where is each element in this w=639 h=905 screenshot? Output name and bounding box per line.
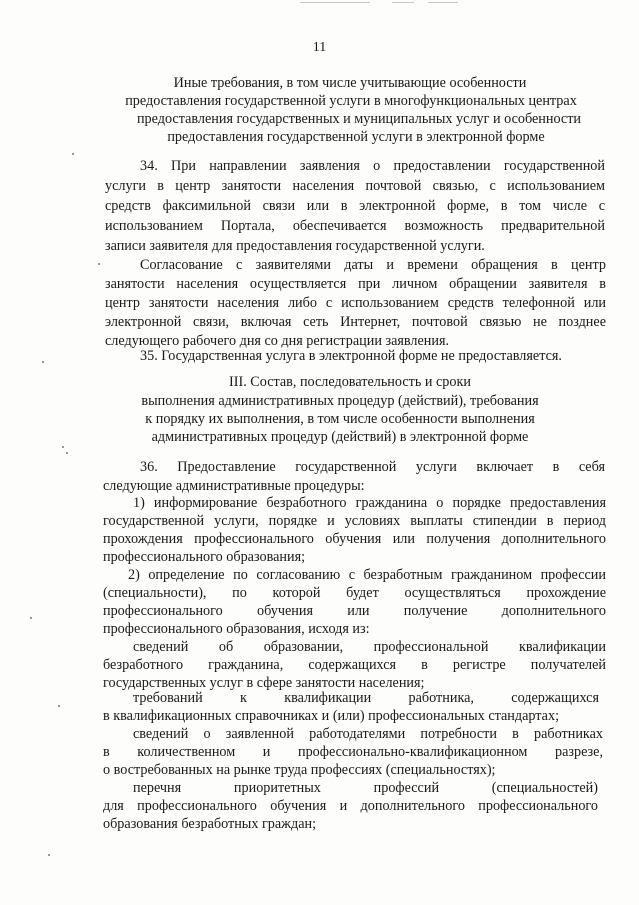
list-item-line: государственной услуги, порядке и условиях выплаты стипендии в период xyxy=(103,513,606,529)
paragraph-line: использованием Портала, обеспечивается возможность предварительной xyxy=(105,218,605,234)
page-number: 11 xyxy=(312,40,327,55)
section-heading-line: предоставления государственной услуги в многофункциональных центрах xyxy=(125,93,577,109)
paragraph-line: 34. При направлении заявления о предоставлении государственной xyxy=(140,158,605,174)
paragraph-line: Согласование с заявителями даты и времени обращения в центр xyxy=(140,257,606,273)
scan-speck xyxy=(30,617,32,619)
list-item-line: прохождения профессионального обучения или получения дополнительного xyxy=(103,531,606,547)
list-item-line: профессионального обучения или получение дополнительного xyxy=(103,603,606,619)
sub-item-line: в количественном и профессионально-квалификационном разрезе, xyxy=(103,744,603,760)
section-heading-line: выполнения административных процедур (действий), требования xyxy=(141,393,539,409)
section-heading-line: административных процедур (действий) в электронной форме xyxy=(151,429,529,445)
scan-speck xyxy=(42,361,44,363)
paragraph-line: 35. Государственная услуга в электронной форме не предоставляется. xyxy=(140,348,562,364)
section-heading-line: предоставления государственной услуги в электронной форме xyxy=(167,129,545,145)
sub-item-line: государственных услуг в сфере занятости населения; xyxy=(103,675,425,691)
list-item-line: профессионального образования; xyxy=(103,549,306,565)
sub-item-line: безработного гражданина, содержащихся в регистре получателей xyxy=(103,657,606,673)
list-item-line: 1) информирование безработного гражданина о порядке предоставления xyxy=(133,495,606,511)
sub-item-line: сведений об образовании, профессиональной квалификации xyxy=(133,639,606,655)
section-heading-line: к порядку их выполнения, в том числе особенности выполнения xyxy=(145,411,535,427)
paragraph-line: следующие административные процедуры: xyxy=(103,478,365,494)
list-item-line: профессионального образования, исходя из: xyxy=(103,621,370,637)
sub-item-line: требований к квалификации работника, содержащихся xyxy=(133,690,599,706)
scan-speck xyxy=(66,452,68,454)
scan-speck xyxy=(98,263,100,265)
sub-item-line: сведений о заявленной работодателями потребности в работниках xyxy=(133,726,603,742)
sub-item-line: о востребованных на рынке труда профессиях (специальностях); xyxy=(103,762,496,778)
scan-rule xyxy=(300,2,370,3)
paragraph-line: занятости населения осуществляется при личном обращении заявителя в xyxy=(105,276,606,292)
list-item-line: 2) определение по согласованию с безработным гражданином профессии xyxy=(128,567,606,583)
sub-item-line: образования безработных граждан; xyxy=(103,816,317,832)
section-heading-line: предоставления государственных и муниципальных услуг и особенности xyxy=(136,111,582,127)
paragraph-line: центр занятости населения либо с использованием средств телефонной или xyxy=(105,295,606,311)
scan-speck xyxy=(62,446,64,448)
paragraph-line: услуги в центр занятости населения почтовой связью, с использованием xyxy=(105,178,605,194)
sub-item-line: для профессионального обучения и дополнительного профессионального xyxy=(103,798,598,814)
scan-speck xyxy=(58,705,60,707)
paragraph-line: средств факсимильной связи или в электронной форме, в том числе с xyxy=(105,198,605,214)
paragraph-line: следующего рабочего дня со дня регистрации заявления. xyxy=(105,333,450,349)
section-heading-line: III. Состав, последовательность и сроки xyxy=(229,374,471,390)
sub-item-line: в квалификационных справочниках и (или) профессиональных стандартах; xyxy=(103,708,560,724)
paragraph-line: 36. Предоставление государственной услуги включает в себя xyxy=(140,459,605,475)
scan-speck xyxy=(72,153,74,155)
paragraph-line: записи заявителя для предоставления государственной услуги. xyxy=(105,238,485,254)
scan-speck xyxy=(48,854,50,856)
list-item-line: (специальности), по которой будет осуществляться прохождение xyxy=(103,585,606,601)
section-heading-line: Иные требования, в том числе учитывающие особенности xyxy=(173,75,527,91)
scan-rule xyxy=(428,2,458,3)
scan-rule xyxy=(392,2,414,3)
paragraph-line: электронной связи, включая сеть Интернет, почтовой связью не позднее xyxy=(105,314,606,330)
sub-item-line: перечня приоритетных профессий (специальностей) xyxy=(133,780,598,796)
